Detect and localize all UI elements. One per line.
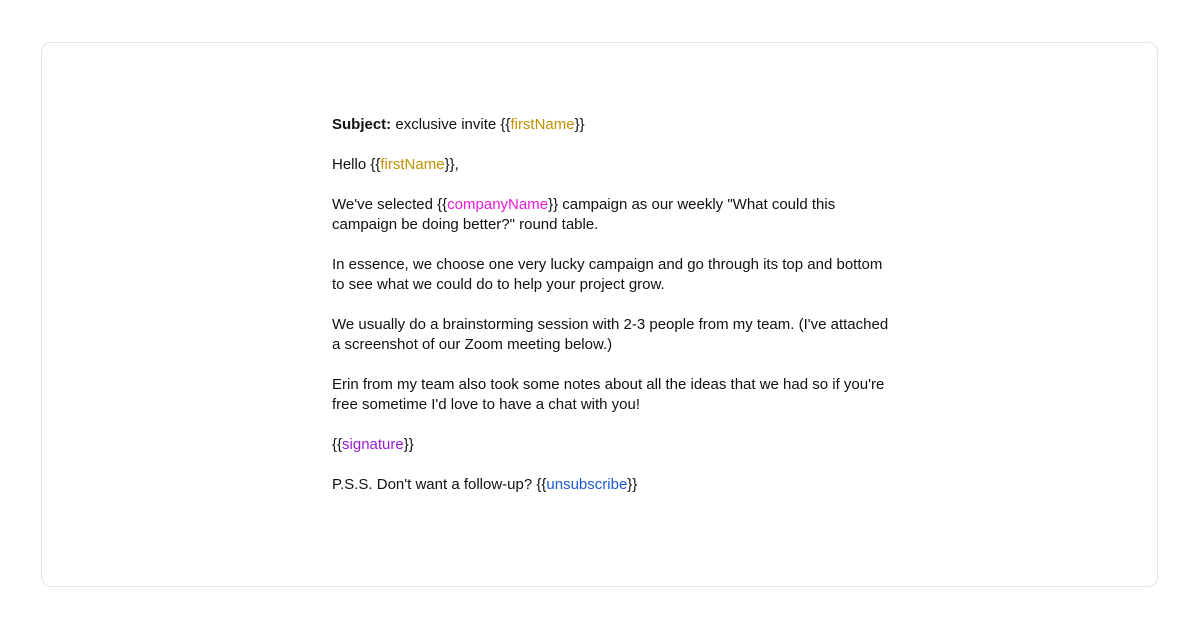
para1-after: campaign as our weekly "What could this campaign be doing better?" round table. [332,196,836,233]
greeting-text: Hello [332,156,371,173]
unsubscribe-variable[interactable]: unsubscribe [546,476,628,493]
firstname-variable: firstName [510,116,575,133]
brace-open: {{ [370,156,381,173]
subject-text: exclusive invite [391,116,501,133]
greeting-suffix: , [454,156,459,173]
email-card [41,42,1158,587]
brace-close: }} [574,116,585,133]
ps-line [332,475,892,495]
brace-open: {{ [332,436,343,453]
greeting-line [332,155,892,175]
brace-close: }} [403,436,414,453]
brace-close: }} [548,196,559,213]
brace-close: }} [627,476,638,493]
email-body [332,115,892,515]
paragraph-notes: Erin from my team also took some notes about all the ideas that we had so if you're free sometime I'd love to have a chat with you! [332,376,885,413]
brace-open: {{ [500,116,511,133]
brace-open: {{ [437,196,448,213]
ps-text: P.S.S. Don't want a follow-up? [332,476,537,493]
para1-before: We've selected [332,196,438,213]
brace-close: }} [444,156,455,173]
subject-label: Subject: [332,116,392,133]
signature-variable: signature [342,436,404,453]
paragraph-campaign [332,195,892,235]
paragraph-brainstorm: We usually do a brainstorming session with 2-3 people from my team. (I've attached a screenshot of our Zoom meeting below.) [332,316,889,353]
firstname-variable: firstName [380,156,445,173]
paragraph-essence: In essence, we choose one very lucky campaign and go through its top and bottom to see what we could do to help your project grow. [332,256,883,293]
signature-line [332,435,892,455]
brace-open: {{ [536,476,547,493]
companyname-variable: companyName [447,196,549,213]
subject-line [332,115,892,135]
